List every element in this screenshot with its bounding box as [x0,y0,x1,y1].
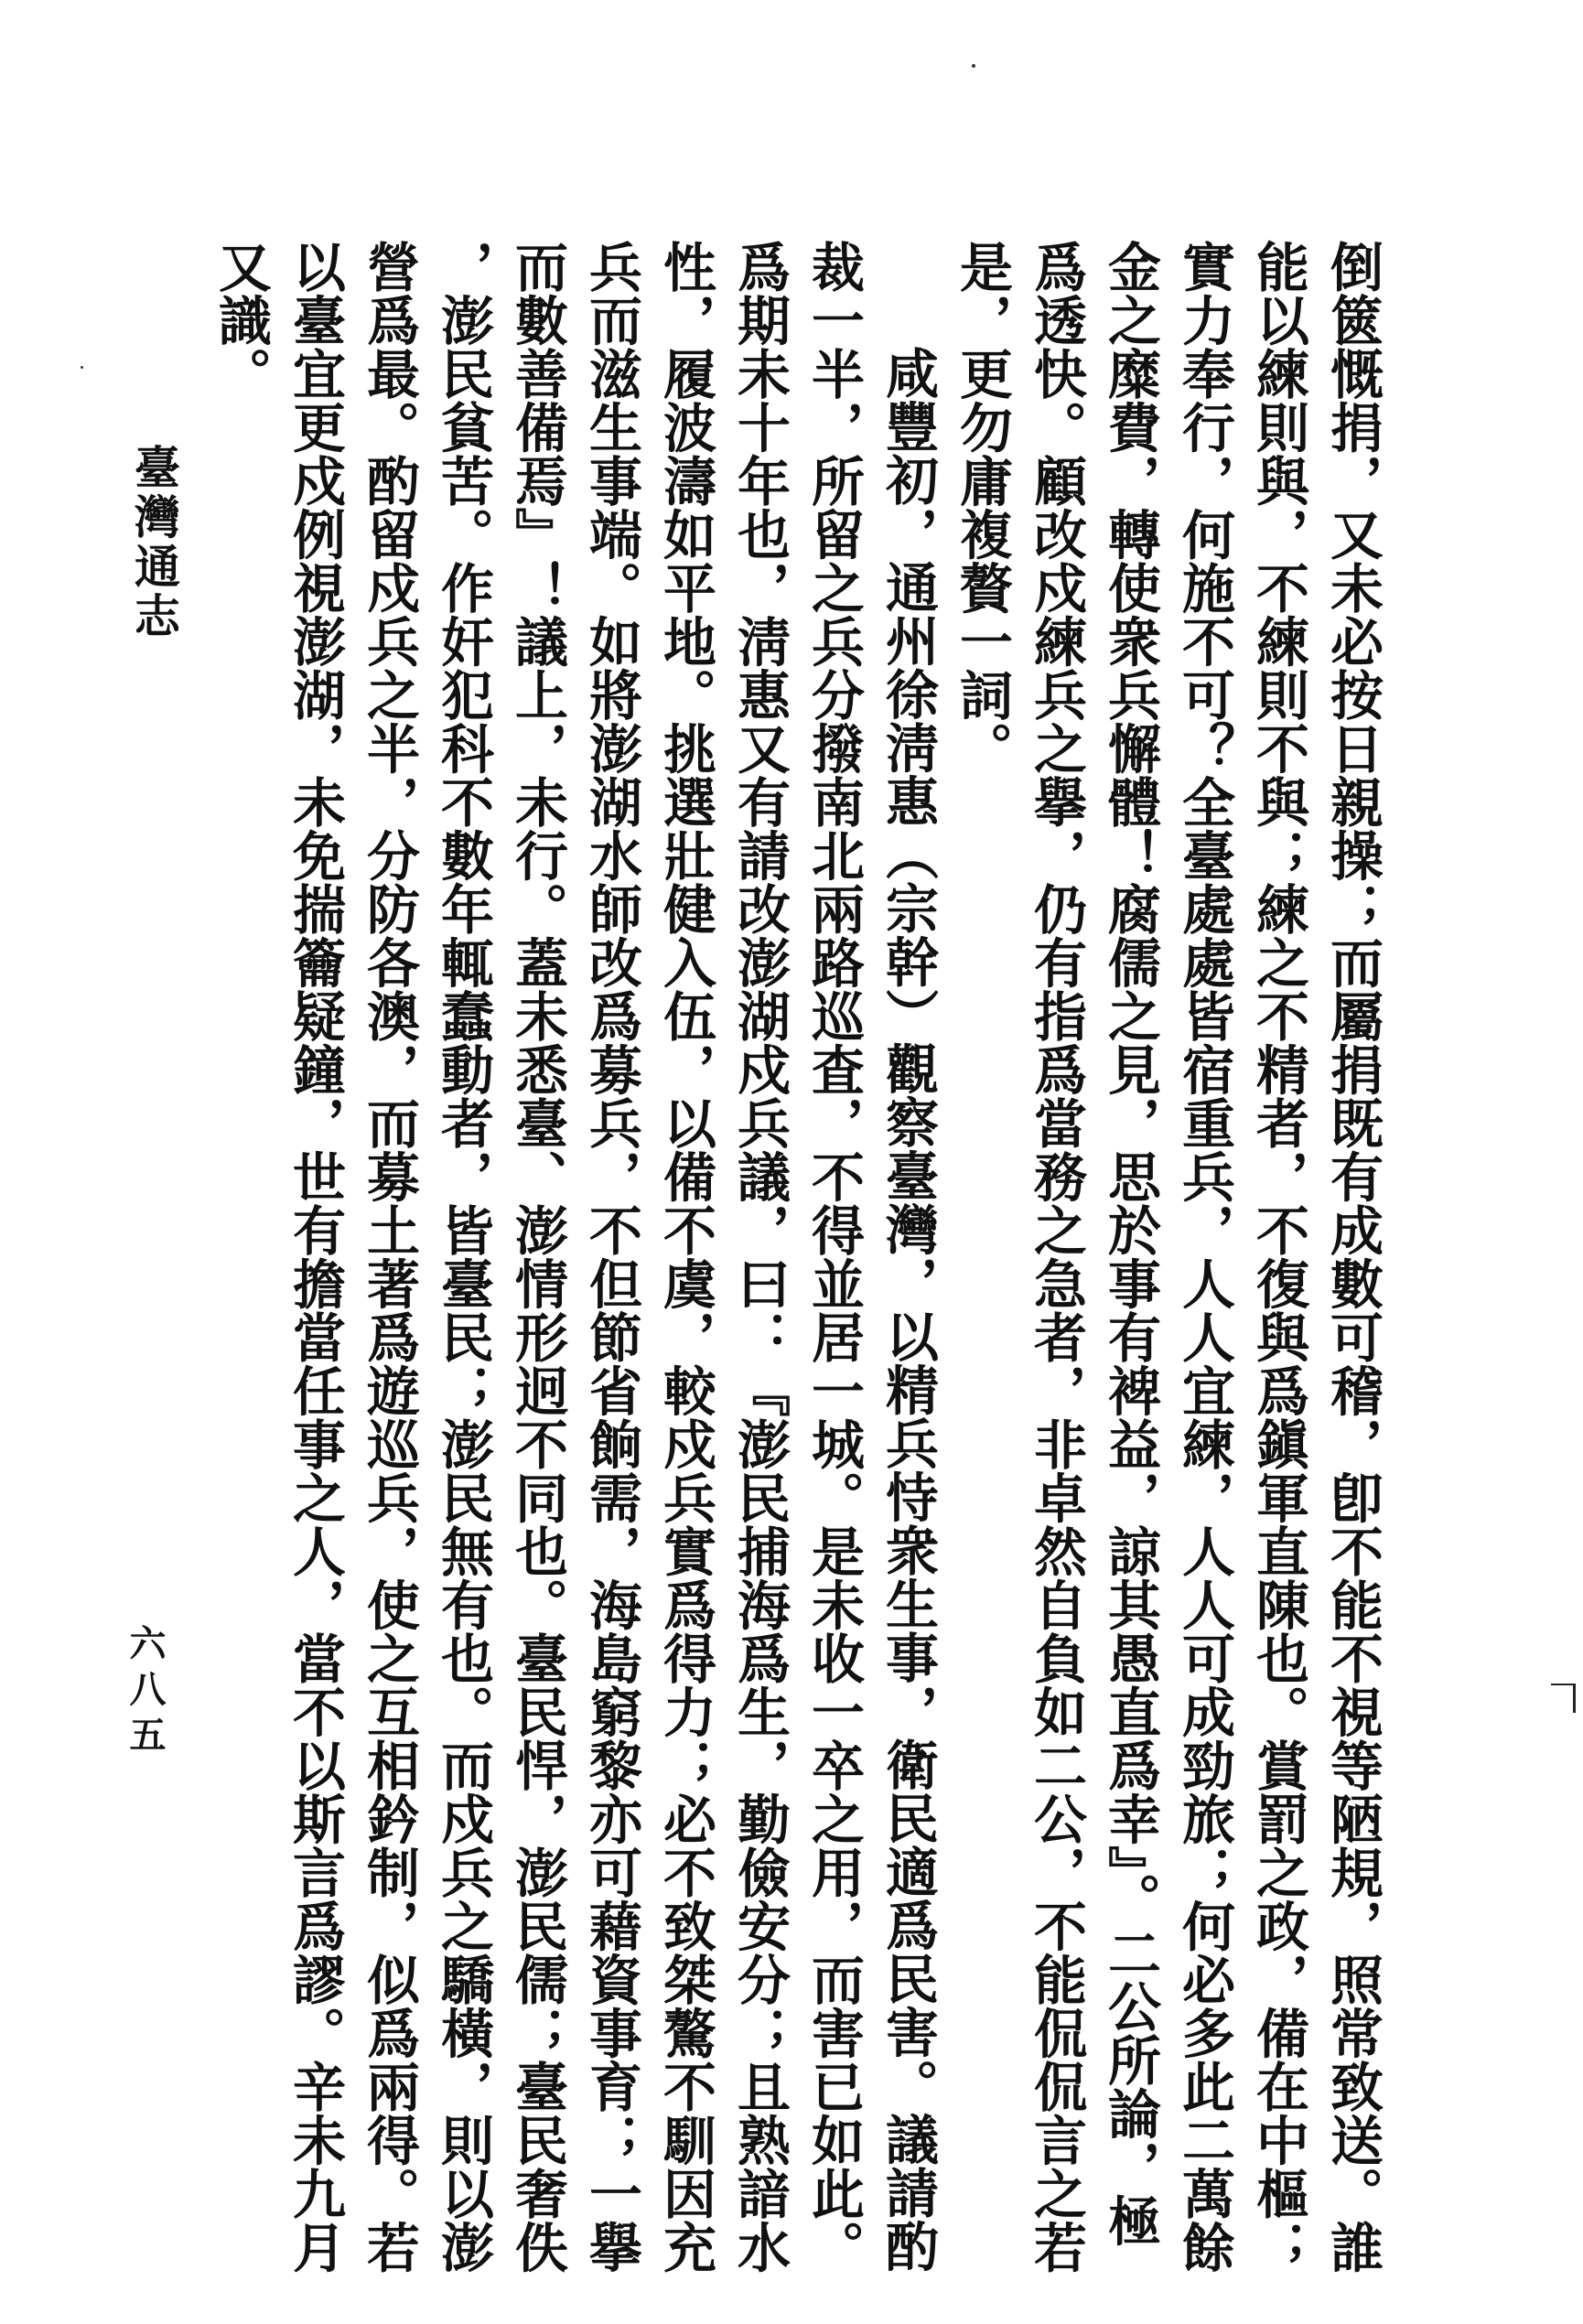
text-line-10: 性，履波濤如平地。挑選壯健入伍，以備不虞，較戍兵實爲得力；必不致桀驁不馴因充 [654,240,716,2274]
text-line-11: 兵而滋生事端。如將澎湖水師改爲募兵，不但節省餉需，海島窮黎亦可藉資事育；一擧 [580,240,642,2274]
paragraph-start-line: 咸豐初，通州徐淸惠（宗幹）觀察臺灣，以精兵恃衆生事，衛民適爲民害。議請酌 [877,346,939,2273]
text-line-8: 裁一半，所留之兵分撥南北兩路巡査，不得並居一城。是未收一卒之用，而害已如此。 [802,240,865,2274]
text-line-4: 金之糜費，轉使衆兵懈體！腐儒之見，思於事有裨益，諒其愚直爲幸』。二公所論，極 [1099,240,1161,2247]
text-line-14: 營爲最。酌留戍兵之半，分防各澳，而募土著爲遊巡兵，使之互相鈐制，似爲兩得。若 [358,240,420,2274]
main-text-column-block [203,240,1389,2274]
text-line-15: 以臺宜更戍例視澎湖，未免揣籥疑鐘，世有擔當任事之人，當不以斯言爲謬。辛未九月 [284,240,346,2274]
scan-edge-mark [1551,1684,1576,1713]
running-title: 臺灣通志 [127,444,181,641]
text-line-16: 又識。 [210,240,272,401]
text-line-1: 倒篋慨捐，又未必按日親操；而屬捐既有成數可稽，卽不能不視等陋規，照常致送。誰 [1321,240,1384,2274]
text-line-5: 爲透快。顧改戍練兵之擧，仍有指爲當務之急者，非卓然自負如二公，不能侃侃言之若 [1025,240,1087,2274]
page-number: 六八五 [124,1624,167,1761]
text-line-2: 能以練則與，不練則不與；練之不精者，不復與爲鎭軍直陳也。賞罰之政，備在中樞； [1247,240,1309,2274]
text-line-13: ，澎民貧苦。作奸犯科不數年輒蠢動者，皆臺民；澎民無有也。而戍兵之驕橫，則以澎 [432,240,494,2274]
scan-speck [972,64,975,68]
text-line-12: 而數善備焉』！議上，未行。蓋未悉臺、澎情形迥不同也。臺民悍，澎民儒；臺民奢佚 [506,240,568,2274]
text-line-6: 是，更勿庸複贅一詞。 [951,240,1013,775]
scan-speck [81,366,83,369]
text-line-3: 實力奉行，何施不可？全臺處處皆宿重兵，人人宜練，人人可成勁旅；何必多此二萬餘 [1173,240,1235,2274]
text-line-9: 爲期未十年也，淸惠又有請改澎湖戍兵議，曰：『澎民捕海爲生，勤儉安分；且熟諳水 [728,240,791,2274]
